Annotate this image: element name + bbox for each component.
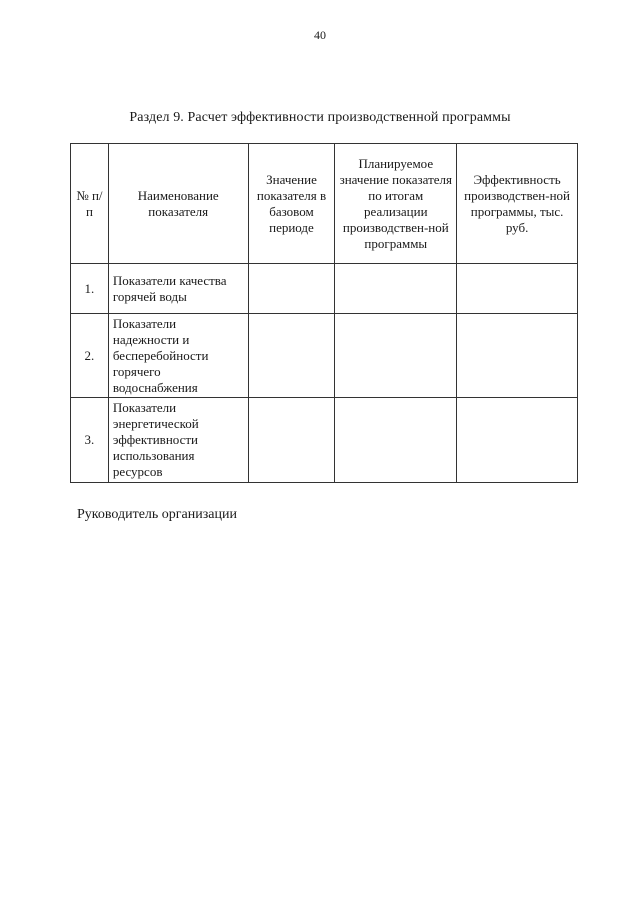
table-row (71, 314, 578, 398)
row-base-value (248, 264, 335, 314)
row-number: 2. (71, 314, 109, 398)
header-planned-value: Планируемое значение показателя по итогам реализации производствен-ной программы (335, 144, 457, 264)
row-indicator-name: Показатели качества горячей воды (108, 264, 248, 314)
row-number: 3. (71, 398, 109, 483)
row-number: 1. (71, 264, 109, 314)
signature-label: Руководитель организации (77, 507, 237, 522)
table-header-row (71, 144, 578, 264)
row-planned-value (335, 264, 457, 314)
header-number: № п/п (71, 144, 109, 264)
table-row (71, 398, 578, 483)
row-planned-value (335, 398, 457, 483)
row-planned-value (335, 314, 457, 398)
header-indicator-name: Наименование показателя (108, 144, 248, 264)
row-efficiency (457, 314, 578, 398)
section-title: Раздел 9. Расчет эффективности производственной программы (129, 110, 511, 125)
row-indicator-name: Показатели надежности и бесперебойности горячего водоснабжения (108, 314, 248, 398)
efficiency-table (70, 143, 578, 483)
row-base-value (248, 398, 335, 483)
row-efficiency (457, 264, 578, 314)
row-base-value (248, 314, 335, 398)
row-indicator-name: Показатели энергетической эффективности использования ресурсов (108, 398, 248, 483)
header-base-value: Значение показателя в базовом периоде (248, 144, 335, 264)
header-efficiency: Эффективность производствен-ной программы, тыс. руб. (457, 144, 578, 264)
row-efficiency (457, 398, 578, 483)
page-number: 40 (314, 28, 326, 42)
table-row (71, 264, 578, 314)
